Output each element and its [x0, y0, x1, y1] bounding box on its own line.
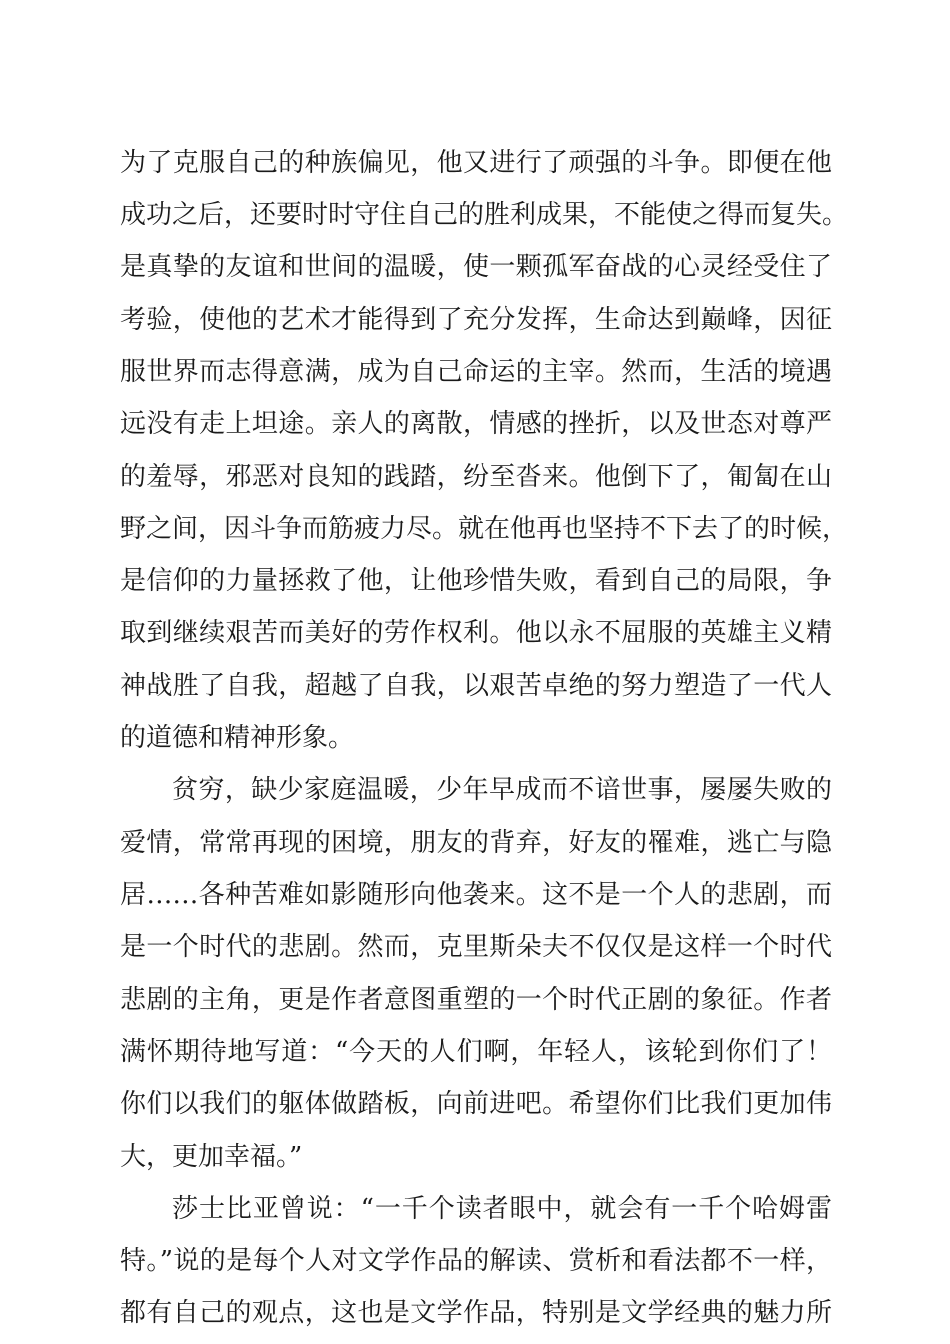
- text-line: 为了克服自己的种族偏见，他又进行了顽强的斗争。即便在他: [120, 148, 832, 178]
- text-line: 取到继续艰苦而美好的劳作权利。他以永不屈服的英雄主义精: [120, 618, 832, 648]
- text-line: 远没有走上坦途。亲人的离散，情感的挫折，以及世态对尊严: [120, 409, 832, 439]
- text-line: 是真挚的友谊和世间的温暖，使一颗孤军奋战的心灵经受住了: [120, 252, 832, 282]
- text-line: 服世界而志得意满，成为自己命运的主宰。然而，生活的境遇: [120, 357, 832, 387]
- text-line: 悲剧的主角，更是作者意图重塑的一个时代正剧的象征。作者: [120, 985, 832, 1015]
- text-line: 成功之后，还要时时守住自己的胜利成果，不能使之得而复失。: [120, 200, 849, 230]
- text-line: 都有自己的观点，这也是文学作品，特别是文学经典的魅力所: [120, 1298, 832, 1328]
- text-line: 爱情，常常再现的困境，朋友的背弃，好友的罹难，逃亡与隐: [120, 828, 832, 858]
- text-line: 神战胜了自我，超越了自我，以艰苦卓绝的努力塑造了一代人: [120, 671, 832, 701]
- text-line: 是一个时代的悲剧。然而，克里斯朵夫不仅仅是这样一个时代: [120, 932, 832, 962]
- text-line: 特。”说的是每个人对文学作品的解读、赏析和看法都不一样，: [120, 1246, 832, 1276]
- text-line: 野之间，因斗争而筋疲力尽。就在他再也坚持不下去了的时候，: [120, 514, 849, 544]
- text-line: 的羞辱，邪恶对良知的践踏，纷至沓来。他倒下了，匍匐在山: [120, 462, 832, 492]
- text-line: 你们以我们的躯体做踏板，向前进吧。希望你们比我们更加伟: [120, 1089, 832, 1119]
- text-line: 的道德和精神形象。: [120, 723, 355, 753]
- text-line: 贫穷，缺少家庭温暖，少年早成而不谙世事，屡屡失败的: [172, 775, 832, 805]
- text-line: 考验，使他的艺术才能得到了充分发挥，生命达到巅峰，因征: [120, 305, 832, 335]
- text-line: 居……各种苦难如影随形向他袭来。这不是一个人的悲剧，而: [120, 880, 832, 910]
- text-line: 是信仰的力量拯救了他，让他珍惜失败，看到自己的局限，争: [120, 566, 832, 596]
- text-line: 满怀期待地写道：“今天的人们啊，年轻人，该轮到你们了！: [120, 1037, 832, 1067]
- text-line: 大，更加幸福。”: [120, 1142, 303, 1172]
- text-line: 莎士比亚曾说：“一千个读者眼中，就会有一千个哈姆雷: [172, 1194, 832, 1224]
